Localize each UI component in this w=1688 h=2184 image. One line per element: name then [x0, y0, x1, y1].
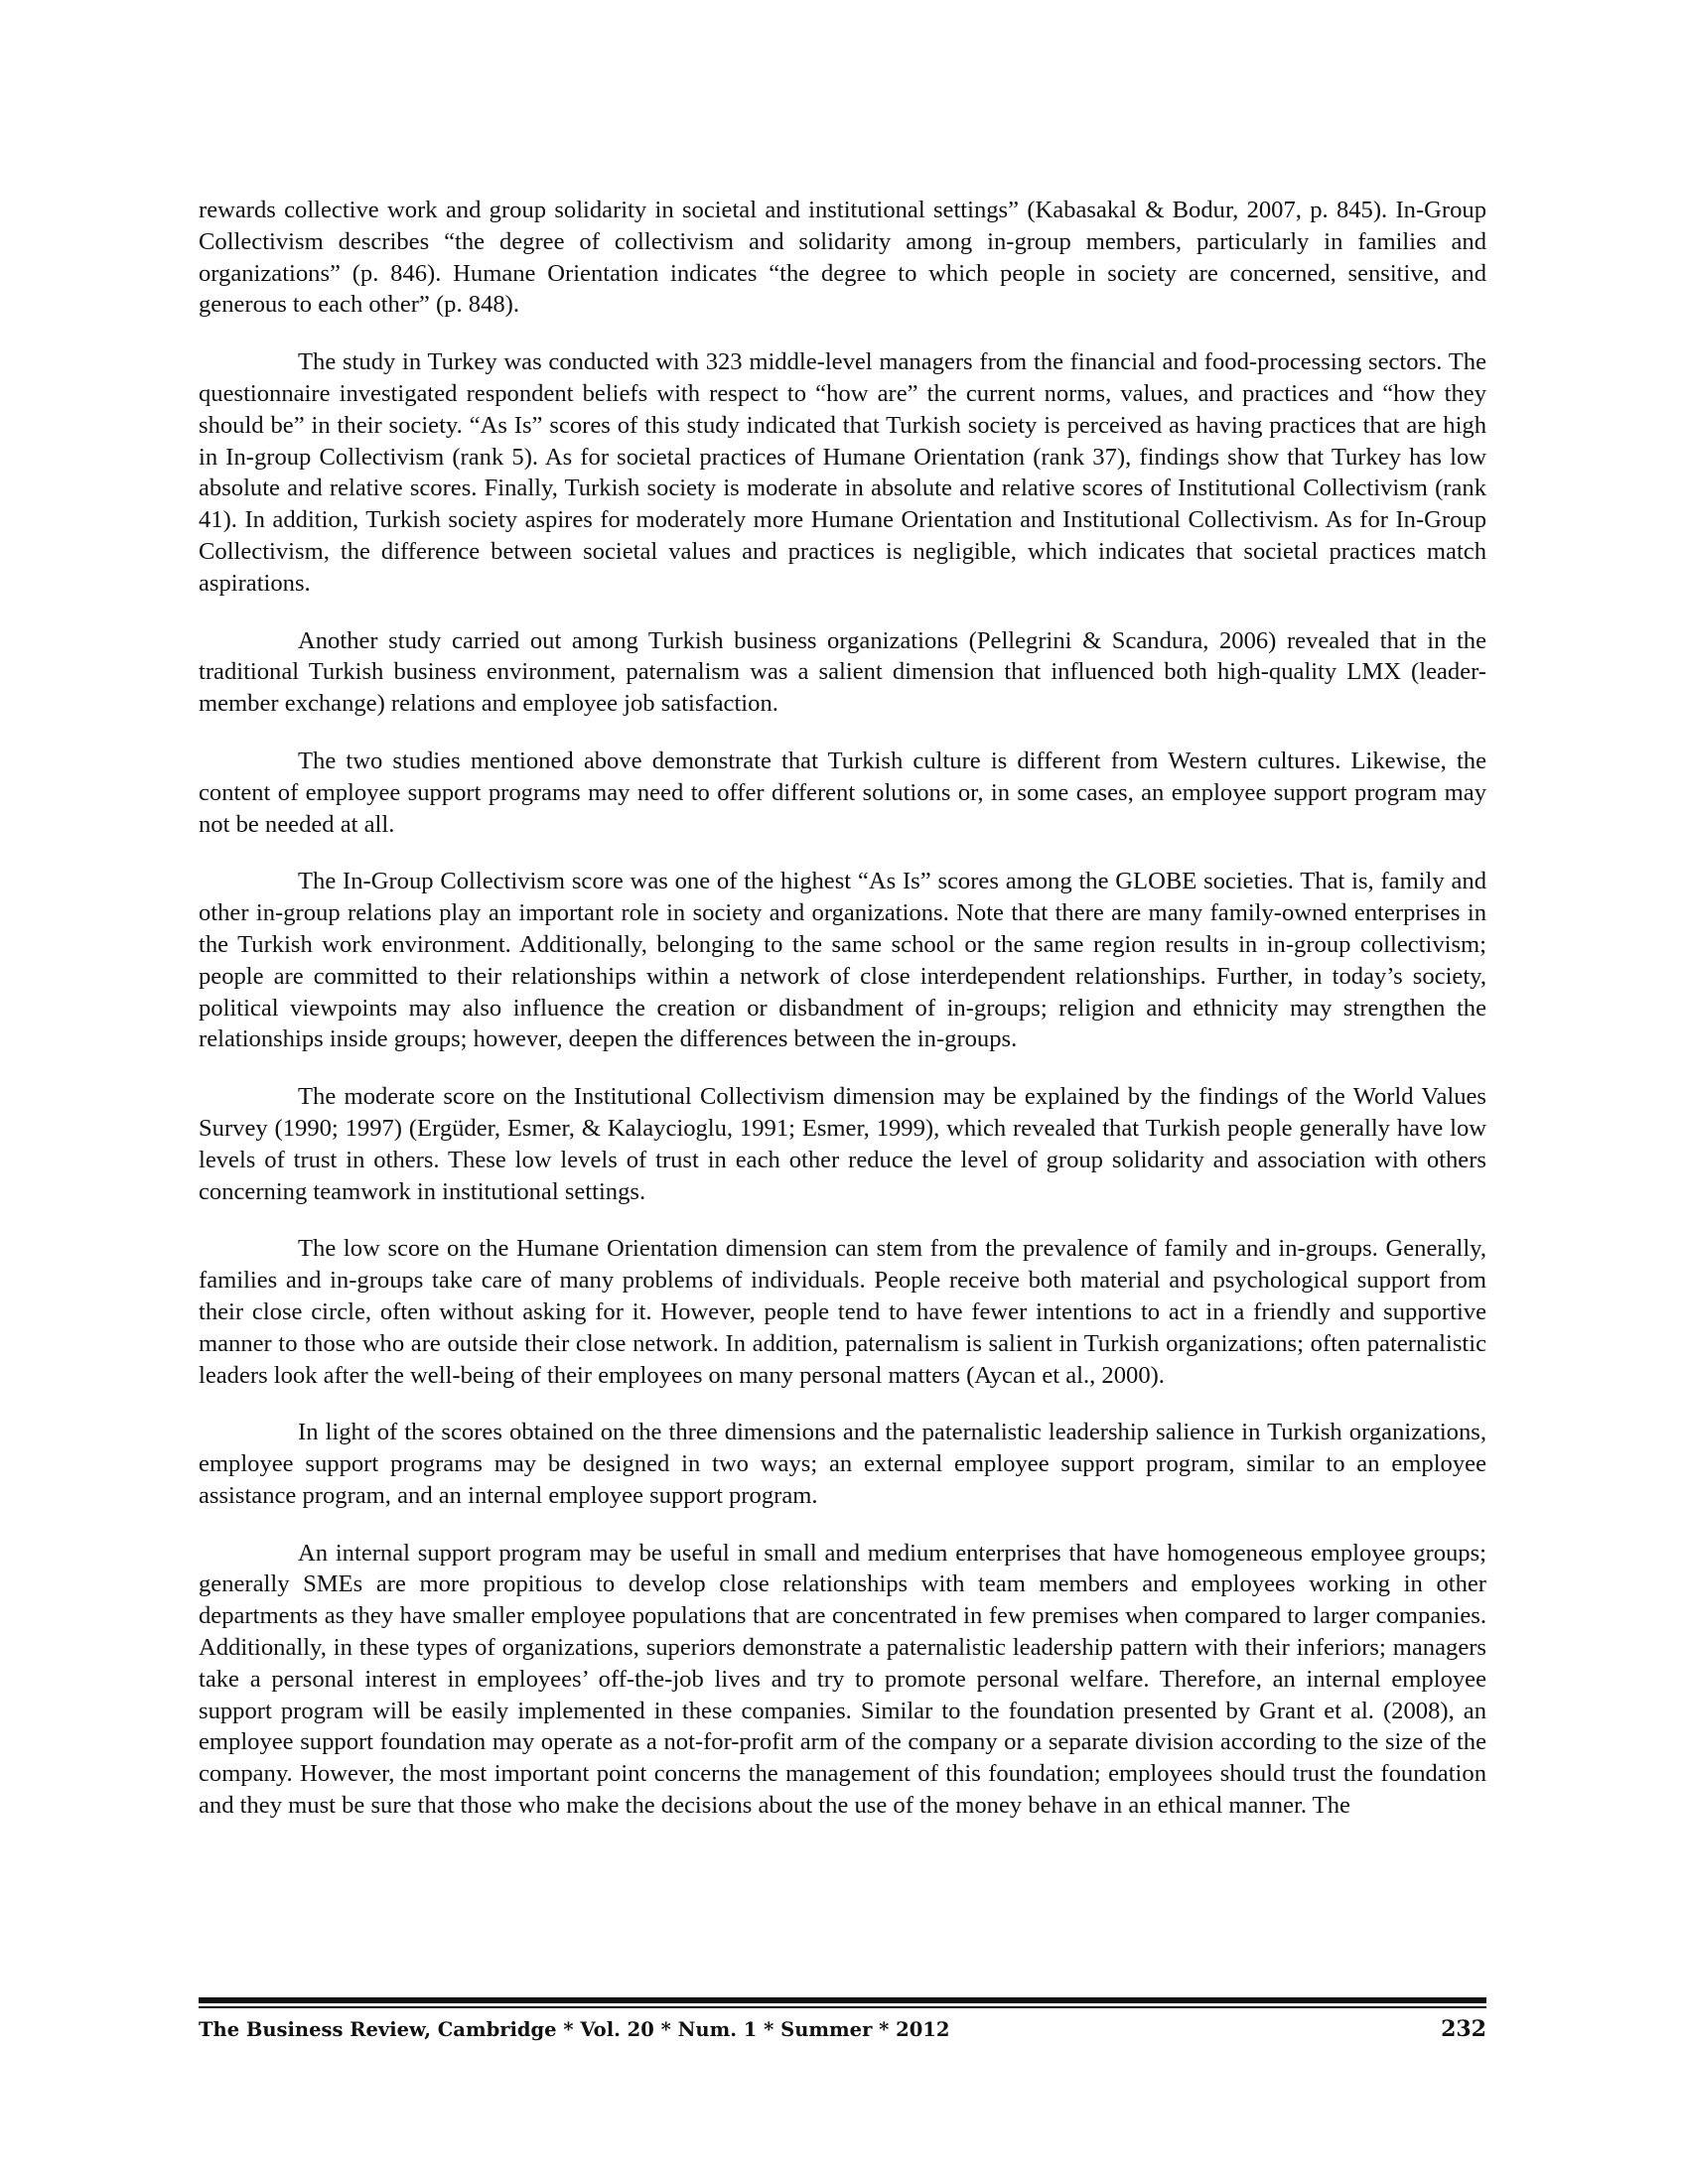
footer-row [199, 2016, 1486, 2042]
paragraph-9: An internal support program may be useful in small and medium enterprises that have homogeneous employee groups; generally SMEs are more propitious to develop close relationships with team members and employees working in other departments as they have smaller employee populations that are concentrated in few premises when compared to larger companies. Additionally, in these types of organizations, superiors demonstrate a paternalistic leadership pattern with their inferiors; managers take a personal interest in employees’ off-the-job lives and try to promote personal welfare. Therefore, an internal employee support program will be easily implemented in these companies. Similar to the foundation presented by Grant et al. (2008), an employee support foundation may operate as a not-for-profit arm of the company or a separate division according to the size of the company. However, the most important point concerns the management of this foundation; employees should trust the foundation and they must be sure that those who make the decisions about the use of the money behave in an ethical manner. The [199, 1539, 1486, 1820]
paragraph-6: The moderate score on the Institutional Collectivism dimension may be explained by the findings of the World Values Survey (1990; 1997) (Ergüder, Esmer, & Kalaycioglu, 1991; Esmer, 1999), which revealed that Turkish people generally have low levels of trust in others. These low levels of trust in each other reduce the level of group solidarity and association with others concerning teamwork in institutional settings. [199, 1083, 1486, 1205]
paragraph-5: The In-Group Collectivism score was one of the highest “As Is” scores among the GLOBE societies. That is, family and other in-group relations play an important role in society and organizations. Note that there are many family-owned enterprises in the Turkish work environment. Additionally, belonging to the same school or the same region results in in-group collectivism; people are committed to their relationships within a network of close interdependent relationships. Further, in today’s society, political viewpoints may also influence the creation or disbandment of in-groups; religion and ethnicity may strengthen the relationships inside groups; however, deepen the differences between the in-groups. [199, 868, 1486, 1053]
paragraph-4: The two studies mentioned above demonstrate that Turkish culture is different from Western cultures. Likewise, the content of employee support programs may need to offer different solutions or, in some cases, an employee support program may not be needed at all. [199, 747, 1486, 838]
page-number: 232 [1441, 2016, 1486, 2042]
paragraph-3: Another study carried out among Turkish business organizations (Pellegrini & Scandura, 2006) revealed that in the traditional Turkish business environment, paternalism was a salient dimension that influenced both high-quality LMX (leader-member exchange) relations and employee job satisfaction. [199, 626, 1486, 718]
paragraph-7: The low score on the Humane Orientation dimension can stem from the prevalence of family and in-groups. Generally, families and in-groups take care of many problems of individuals. People receive both material and psychological support from their close circle, often without asking for it. However, people tend to have fewer intentions to act in a friendly and supportive manner to those who are outside their close network. In addition, paternalism is salient in Turkish organizations; often paternalistic leaders look after the well-being of their employees on many personal matters (Aycan et al., 2000). [199, 1235, 1486, 1389]
paragraph-2: The study in Turkey was conducted with 323 middle-level managers from the financial and food-processing sectors. The questionnaire investigated respondent beliefs with respect to “how are” the current norms, values, and practices and “how they should be” in their society. “As Is” scores of this study indicated that Turkish society is perceived as having practices that are high in In-group Collectivism (rank 5). As for societal practices of Humane Orientation (rank 37), findings show that Turkey has low absolute and relative scores. Finally, Turkish society is moderate in absolute and relative scores of Institutional Collectivism (rank 41). In addition, Turkish society aspires for moderately more Humane Orientation and Institutional Collectivism. As for In-Group Collectivism, the difference between societal values and practices is negligible, which indicates that societal practices match aspirations. [199, 348, 1486, 597]
body-text [199, 195, 1486, 1847]
journal-citation: The Business Review, Cambridge * Vol. 20 * Num. 1 * Summer * 2012 [199, 2018, 950, 2041]
footer-rule-thick [199, 1997, 1486, 2003]
page-footer [199, 1997, 1486, 2042]
paragraph-8: In light of the scores obtained on the three dimensions and the paternalistic leadership salience in Turkish organizations, employee support programs may be designed in two ways; an external employee support program, similar to an employee assistance program, and an internal employee support program. [199, 1419, 1486, 1509]
paragraph-1: rewards collective work and group solidarity in societal and institutional settings” (Kabasakal & Bodur, 2007, p. 845). In-Group Collectivism describes “the degree of collectivism and solidarity among in-group members, particularly in families and organizations” (p. 846). Humane Orientation indicates “the degree to which people in society are concerned, sensitive, and generous to each other” (p. 848). [199, 197, 1486, 319]
footer-rule-thin [199, 2006, 1486, 2008]
